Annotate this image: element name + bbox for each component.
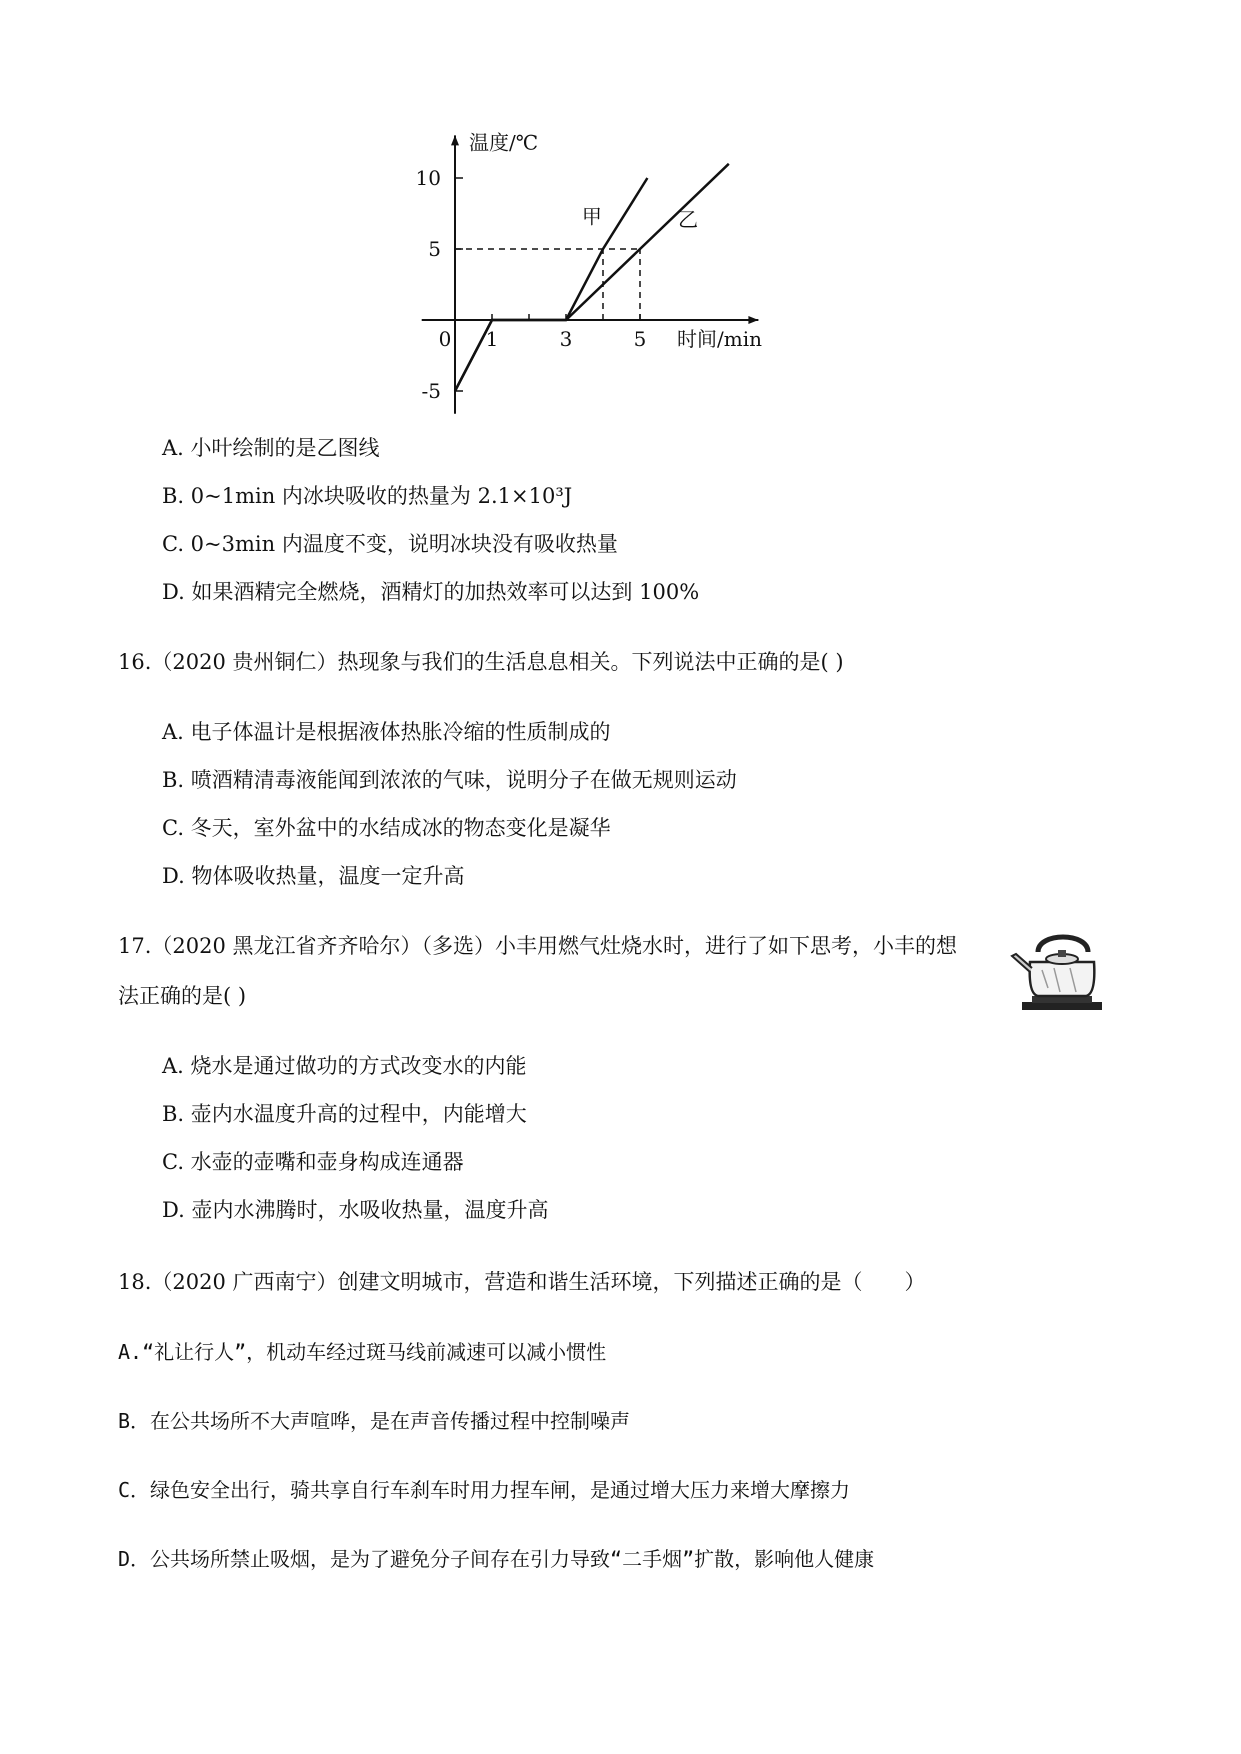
q16-option-a: A. 电子体温计是根据液体热胀冷缩的性质制成的 xyxy=(162,720,611,744)
x-tick-label: 3 xyxy=(559,327,573,351)
q18-option-d: D．公共场所禁止吸烟，是为了避免分子间存在引力导致“二手烟”扩散，影响他人健康 xyxy=(118,1547,875,1571)
q18-stem: 18.（2020 广西南宁）创建文明城市，营造和谐生活环境，下列描述正确的是（ ） xyxy=(118,1270,926,1294)
x-tick-label: 1 xyxy=(485,327,499,351)
q15-option-a: A. 小叶绘制的是乙图线 xyxy=(162,436,380,460)
q15-option-b: B. 0~1min 内冰块吸收的热量为 2.1×10³J xyxy=(162,484,573,508)
q18-option-b: B．在公共场所不大声喧哗，是在声音传播过程中控制噪声 xyxy=(118,1409,631,1433)
y-tick-label: 10 xyxy=(415,166,441,190)
chart-guides xyxy=(455,249,640,320)
y-axis-label: 温度/℃ xyxy=(469,130,539,155)
q17-stem-line1: 17.（2020 黑龙江省齐齐哈尔）（多选）小丰用燃气灶烧水时，进行了如下思考，小丰的想 xyxy=(118,934,958,958)
q18-option-c: C．绿色安全出行，骑共享自行车刹车时用力捏车闸，是通过增大压力来增大摩擦力 xyxy=(118,1478,851,1502)
q16-option-c: C. 冬天，室外盆中的水结成冰的物态变化是凝华 xyxy=(162,816,611,840)
x-axis-arrow xyxy=(748,316,758,324)
q17-option-c: C. 水壶的壶嘴和壶身构成连通器 xyxy=(162,1150,464,1174)
q15-option-c: C. 0~3min 内温度不变，说明冰块没有吸收热量 xyxy=(162,532,618,556)
x-tick-label: 5 xyxy=(633,327,647,351)
series-line-2 xyxy=(455,164,729,391)
temperature-time-chart xyxy=(405,118,825,418)
q18-option-a: A.“礼让行人”，机动车经过斑马线前减速可以减小惯性 xyxy=(118,1340,607,1364)
x-axis-label: 时间/min xyxy=(677,327,762,351)
chart-labels xyxy=(416,130,763,403)
q17-option-b: B. 壶内水温度升高的过程中，内能增大 xyxy=(162,1102,527,1126)
y-tick-label: 5 xyxy=(428,237,441,261)
y-tick-label: -5 xyxy=(421,379,441,403)
chart-series xyxy=(455,164,729,391)
q16-stem: 16.（2020 贵州铜仁）热现象与我们的生活息息相关。下列说法中正确的是( ) xyxy=(118,650,844,674)
q16-option-d: D. 物体吸收热量，温度一定升高 xyxy=(162,864,465,888)
y-axis-arrow xyxy=(451,135,459,145)
series-label-2: 乙 xyxy=(678,207,699,232)
q16-option-b: B. 喷酒精清毒液能闻到浓浓的气味，说明分子在做无规则运动 xyxy=(162,768,737,792)
series-label-1: 甲 xyxy=(581,204,602,229)
q15-option-d: D. 如果酒精完全燃烧，酒精灯的加热效率可以达到 100% xyxy=(162,580,700,604)
q17-option-a: A. 烧水是通过做功的方式改变水的内能 xyxy=(162,1054,527,1078)
q17-stem-line2: 法正确的是( ) xyxy=(118,984,247,1008)
series-line-1 xyxy=(455,178,647,391)
origin-label: 0 xyxy=(438,327,452,351)
kettle-on-stove-image xyxy=(1008,922,1118,1020)
q17-option-d: D. 壶内水沸腾时，水吸收热量，温度升高 xyxy=(162,1198,549,1222)
